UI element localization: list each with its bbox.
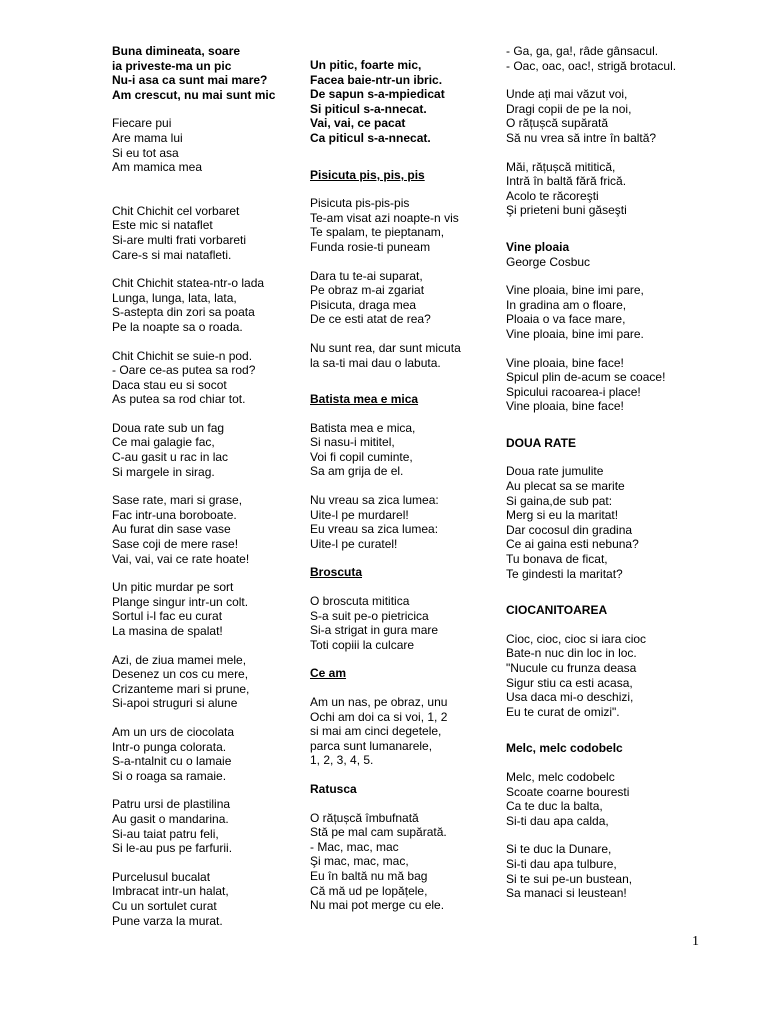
text-line: Si piticul s-a-nnecat. [310, 101, 427, 116]
text-line: Si-ti dau apa tulbure, [506, 856, 617, 871]
text-line: Un pitic, foarte mic, [310, 58, 422, 72]
text-line: Vine ploaia, bine face! [506, 355, 624, 370]
text-line: Batista mea e mica [310, 392, 419, 407]
text-line: Să nu vrea să intre în baltă? [506, 130, 657, 145]
text-line: Am crescut, nu mai sunt mic [112, 87, 276, 102]
text-line: S-a suit pe-o pietricica [310, 608, 429, 623]
text-line: Si o roaga sa ramaie. [112, 768, 227, 783]
text-line: - Oac, oac, oac!, strigă brotacul. [506, 58, 677, 73]
text-line: Unde ați mai văzut voi, [506, 87, 628, 102]
text-line: Dara tu te-ai suparat, [310, 268, 423, 283]
text-line: Merg si eu la maritat! [506, 508, 619, 523]
text-line: George Cosbuc [506, 254, 591, 269]
poem-column-right [506, 44, 706, 901]
text-line: Ca piticul s-a-nnecat. [310, 130, 431, 145]
stanza [112, 116, 292, 174]
text-line: ia priveste-ma un pic [112, 58, 232, 73]
text-line: Care-s si mai natafleti. [112, 247, 232, 262]
text-line: Ce am [310, 666, 347, 681]
poem-heading [506, 603, 706, 618]
text-line: Stă pe mal cam supărată. [310, 825, 447, 840]
text-line: Lunga, lunga, lata, lata, [112, 290, 237, 305]
text-line: Pisicuta pis-pis-pis [310, 196, 410, 211]
text-line: Dragi copii de pe la noi, [506, 101, 632, 116]
stanza [310, 594, 490, 652]
poem-heading [310, 565, 490, 580]
text-line: Doua rate sub un fag [112, 420, 225, 435]
stanza [112, 276, 292, 334]
stanza [506, 842, 706, 900]
text-line: Melc, melc codobelc [506, 769, 615, 784]
poem-heading [506, 436, 706, 451]
page-number: 1 [692, 934, 699, 949]
stanza [310, 196, 490, 254]
text-line: Patru ursi de plastilina [112, 797, 231, 812]
text-line: Intră în baltă fără frică. [506, 174, 627, 189]
text-line: Purcelusul bucalat [112, 869, 211, 884]
text-line: Te spalam, te pieptanam, [310, 225, 445, 240]
text-line: Te-am visat azi noapte-n vis [310, 210, 459, 225]
text-line: Voi fi copil cuminte, [310, 449, 413, 464]
stanza [112, 870, 292, 928]
text-line: De ce esti atat de rea? [310, 312, 431, 327]
text-line: Si-apoi struguri si alune [112, 696, 238, 711]
stanza [506, 464, 706, 581]
text-line: Si-are multi frati vorbareti [112, 232, 247, 247]
stanza [310, 695, 490, 768]
text-line: Vine ploaia, bine face! [506, 399, 624, 414]
stanza [112, 421, 292, 479]
text-line: Toti copiii la culcare [310, 637, 415, 652]
stanza [112, 349, 292, 407]
text-line: Şi mac, mac, mac, [310, 854, 409, 869]
text-line: Ploaia o va face mare, [506, 312, 626, 327]
stanza [506, 87, 706, 145]
poem-heading [310, 782, 490, 797]
text-line: Am mamica mea [112, 160, 203, 175]
text-line: Sigur stiu ca esti acasa, [506, 675, 633, 690]
text-line: Sase rate, mari si grase, [112, 493, 243, 508]
text-line: Cioc, cioc, cioc si iara cioc [506, 631, 647, 646]
text-line: Daca stau eu si socot [112, 377, 227, 392]
text-line: Sa am grija de el. [310, 464, 404, 479]
text-line: Chit Chichit statea-ntr-o lada [112, 276, 265, 291]
stanza [506, 770, 706, 828]
text-line: Cu un sortulet curat [112, 898, 217, 913]
stanza [506, 255, 706, 270]
stanza [112, 493, 292, 566]
poem-column-middle [310, 44, 490, 913]
text-line: S-a-ntalnit cu o lamaie [112, 754, 232, 769]
text-line: Este mic si nataflet [112, 218, 213, 233]
text-line: Facea baie-ntr-un ibric. [310, 72, 443, 87]
text-line: Ochi am doi ca si voi, 1, 2 [310, 709, 448, 724]
stanza [506, 283, 706, 341]
text-line: Doua rate jumulite [506, 464, 604, 479]
text-line: Ce mai galagie fac, [112, 435, 215, 450]
text-line: Uite-l pe curatel! [310, 536, 398, 551]
text-line: Vine ploaia, bine imi pare. [506, 326, 644, 341]
text-line: Şi prieteni buni găseşti [506, 203, 627, 218]
text-line: Si-ti dau apa calda, [506, 813, 609, 828]
text-line: Pisicuta, draga mea [310, 297, 417, 312]
stanza [112, 204, 292, 262]
stanza [506, 160, 706, 218]
poem-heading [310, 666, 490, 681]
text-line: la sa-ti mai dau o labuta. [310, 355, 441, 370]
text-line: parca sunt lumanarele, [310, 738, 433, 753]
text-line: Are mama lui [112, 130, 183, 145]
text-line: Pisicuta pis, pis, pis [310, 167, 425, 182]
text-line: Azi, de ziua mamei mele, [112, 652, 247, 667]
text-line: Bate-n nuc din loc in loc. [506, 646, 637, 661]
text-line: Eu în baltă nu mă bag [310, 868, 428, 883]
text-line: Am un nas, pe obraz, unu [310, 695, 448, 709]
text-line: Pune varza la murat. [112, 913, 223, 928]
text-line: Nu mai pot merge cu ele. [310, 898, 445, 913]
text-line: In gradina am o floare, [506, 297, 627, 312]
text-line: si mai am cinci degetele, [310, 724, 442, 739]
poem-heading [310, 392, 490, 407]
text-line: Si le-au pus pe farfurii. [112, 841, 233, 856]
text-line: Vai, vai, vai ce rate hoate! [112, 551, 250, 566]
text-line: Imbracat intr-un halat, [112, 884, 229, 899]
stanza [310, 58, 490, 146]
text-line: Sa manaci si leustean! [506, 886, 627, 901]
text-line: - Oare ce-as putea sa rod? [112, 363, 256, 378]
text-line: CIOCANITOAREA [506, 603, 608, 618]
text-line: Ce ai gaina esti nebuna? [506, 537, 639, 552]
text-line: O rățușcă supărată [506, 116, 609, 131]
text-line: Eu te curat de omizi". [506, 704, 620, 719]
text-line: Nu-i asa ca sunt mai mare? [112, 73, 268, 88]
text-line: Funda rosie-ti puneam [310, 239, 431, 254]
text-line: La masina de spalat! [112, 624, 223, 638]
text-line: - Mac, mac, mac [310, 839, 399, 854]
text-line: Măi, rățușcă mititică, [506, 159, 616, 174]
poem-heading [310, 168, 490, 183]
text-line: Usa daca mi-o deschizi, [506, 690, 634, 705]
text-line: Si te sui pe-un bustean, [506, 871, 633, 886]
stanza [112, 653, 292, 711]
text-line: Uite-l pe murdarel! [310, 507, 409, 522]
text-line: De sapun s-a-mpiedicat [310, 87, 445, 102]
text-line: Fac intr-una boroboate. [112, 507, 237, 522]
text-line: O broscuta mititica [310, 594, 410, 609]
text-line: Eu vreau sa zica lumea: [310, 522, 439, 537]
text-line: Si gaina,de sub pat: [506, 493, 613, 508]
poem-heading [506, 741, 706, 756]
text-line: Batista mea e mica, [310, 420, 416, 435]
text-line: Si nasu-i mititel, [310, 435, 395, 450]
stanza [310, 421, 490, 479]
stanza [112, 44, 292, 102]
text-line: Nu sunt rea, dar sunt micuta [310, 340, 461, 355]
text-line: Intr-o punga colorata. [112, 739, 227, 754]
text-line: Si margele in sirag. [112, 464, 215, 479]
text-line: Vine ploaia, bine imi pare, [506, 283, 644, 298]
text-line: Sortul i-l fac eu curat [112, 609, 223, 624]
stanza [112, 797, 292, 855]
text-line: "Nucule cu frunza deasa [506, 661, 637, 675]
text-line: Broscuta [310, 565, 363, 580]
stanza [506, 632, 706, 720]
text-line: Am un urs de ciocolata [112, 724, 235, 739]
stanza [310, 811, 490, 913]
text-line: Că mă ud pe lopățele, [310, 883, 428, 898]
stanza [506, 44, 706, 73]
text-line: Melc, melc codobelc [506, 741, 623, 756]
text-line: Si-au taiat patru feli, [112, 826, 219, 841]
poem-column-left [112, 44, 292, 928]
text-line: Pe la noapte sa o roada. [112, 319, 243, 334]
text-line: Un pitic murdar pe sort [112, 580, 234, 595]
text-line: Vai, vai, ce pacat [310, 116, 406, 131]
text-line: Tu bonava de ficat, [506, 552, 608, 567]
text-line: Dar cocosul din gradina [506, 522, 633, 537]
text-line: Au gasit o mandarina. [112, 811, 229, 826]
text-line: Ratusca [310, 781, 357, 796]
text-line: Buna dimineata, soare [112, 44, 241, 58]
text-line: DOUA RATE [506, 435, 576, 450]
text-line: Vine ploaia [506, 239, 570, 254]
stanza [310, 341, 490, 370]
text-line: Pe obraz m-ai zgariat [310, 283, 425, 298]
text-line: Fiecare pui [112, 116, 172, 131]
text-line: Acolo te răcoreşti [506, 188, 599, 203]
text-line: O rățușcă îmbufnată [310, 810, 419, 825]
text-line: Si-a strigat in gura mare [310, 623, 439, 638]
text-line: Spicului racoarea-i place! [506, 384, 641, 399]
text-line: - Ga, ga, ga!, râde gânsacul. [506, 44, 659, 58]
stanza [506, 356, 706, 414]
text-line: Plange singur intr-un colt. [112, 594, 249, 609]
text-line: Scoate coarne bouresti [506, 784, 630, 799]
text-line: Sase coji de mere rase! [112, 537, 239, 552]
stanza [310, 269, 490, 327]
text-line: Ca te duc la balta, [506, 799, 603, 814]
text-line: Spicul plin de-acum se coace! [506, 370, 666, 385]
text-line: Te gindesti la maritat? [506, 566, 623, 581]
text-line: S-astepta din zori sa poata [112, 305, 255, 320]
text-line: Au furat din sase vase [112, 522, 231, 537]
text-line: As putea sa rod chiar tot. [112, 392, 246, 407]
stanza [310, 493, 490, 551]
text-line: Au plecat sa se marite [506, 479, 625, 494]
poem-heading [506, 240, 706, 255]
text-line: C-au gasit u rac in lac [112, 450, 229, 465]
text-line: Chit Chichit cel vorbaret [112, 203, 240, 218]
text-line: 1, 2, 3, 4, 5. [310, 753, 374, 768]
text-line: Desenez un cos cu mere, [112, 667, 249, 682]
text-line: Si te duc la Dunare, [506, 842, 612, 857]
text-line: Nu vreau sa zica lumea: [310, 493, 439, 508]
stanza [112, 725, 292, 783]
stanza [112, 580, 292, 638]
text-line: Crizanteme mari si prune, [112, 681, 250, 696]
text-line: Chit Chichit se suie-n pod. [112, 348, 253, 363]
text-line: Si eu tot asa [112, 145, 179, 160]
